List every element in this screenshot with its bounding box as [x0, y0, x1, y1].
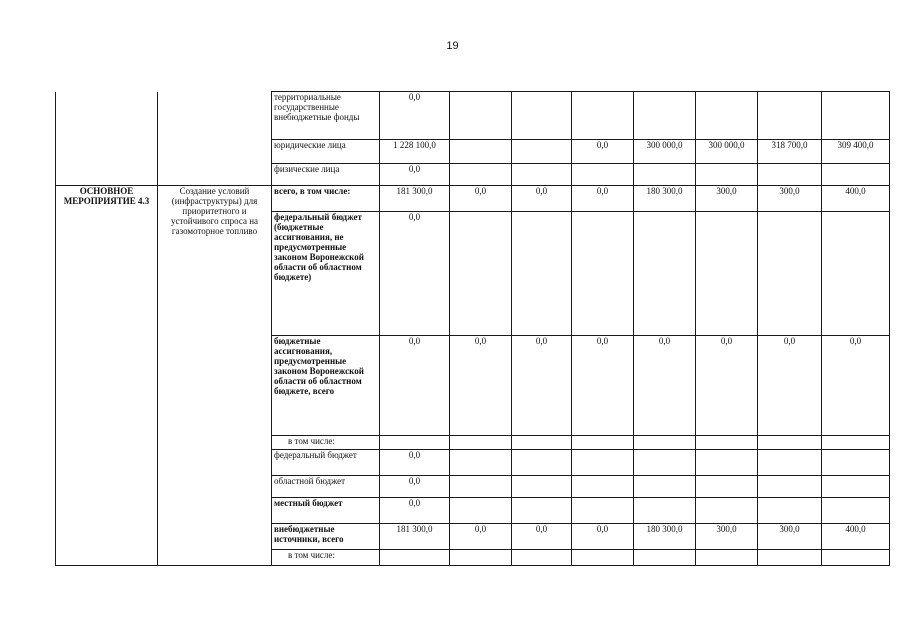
value-cell: [450, 140, 512, 164]
value-cell: 1 228 100,0: [380, 140, 450, 164]
value-cell: [696, 436, 758, 450]
value-cell: [512, 436, 572, 450]
value-cell: 0,0: [512, 186, 572, 212]
value-cell: 0,0: [572, 186, 634, 212]
activity-description: Создание условий (инфраструктуры) для приоритетного и устойчивого спроса на газомоторное топливо: [158, 186, 272, 566]
value-cell: 300,0: [758, 186, 822, 212]
value-cell: [822, 92, 890, 140]
value-cell: [822, 450, 890, 476]
value-cell: 0,0: [634, 336, 696, 436]
value-cell: [450, 450, 512, 476]
value-cell: 309 400,0: [822, 140, 890, 164]
value-cell: [696, 164, 758, 186]
value-cell: [450, 550, 512, 566]
value-cell: 0,0: [512, 524, 572, 550]
value-cell: [572, 436, 634, 450]
value-cell: 400,0: [822, 186, 890, 212]
value-cell: [450, 498, 512, 524]
funding-source: внебюджетные источники, всего: [272, 524, 380, 550]
value-cell: 0,0: [512, 336, 572, 436]
value-cell: 300,0: [758, 524, 822, 550]
value-cell: [758, 476, 822, 498]
activity-title: ОСНОВНОЕ МЕРОПРИЯТИЕ 4.3: [56, 186, 158, 566]
value-cell: [822, 550, 890, 566]
value-cell: [512, 550, 572, 566]
value-cell: [572, 450, 634, 476]
value-cell: 300 000,0: [634, 140, 696, 164]
value-cell: [512, 476, 572, 498]
value-cell: [696, 550, 758, 566]
value-cell: [634, 550, 696, 566]
value-cell: [634, 498, 696, 524]
value-cell: [696, 498, 758, 524]
funding-source: физические лица: [272, 164, 380, 186]
value-cell: 0,0: [380, 92, 450, 140]
value-cell: 0,0: [380, 336, 450, 436]
funding-source: юридические лица: [272, 140, 380, 164]
value-cell: [696, 450, 758, 476]
value-cell: [450, 212, 512, 336]
value-cell: [634, 450, 696, 476]
value-cell: [512, 498, 572, 524]
funding-source: местный бюджет: [272, 498, 380, 524]
value-cell: [696, 212, 758, 336]
value-cell: 0,0: [758, 336, 822, 436]
funding-source: в том числе:: [272, 550, 380, 566]
value-cell: 0,0: [572, 336, 634, 436]
value-cell: 0,0: [380, 164, 450, 186]
empty-activity-cell: [56, 92, 158, 186]
value-cell: [758, 450, 822, 476]
value-cell: 0,0: [822, 336, 890, 436]
table-row: [56, 92, 890, 140]
value-cell: [512, 140, 572, 164]
value-cell: [450, 476, 512, 498]
value-cell: [380, 436, 450, 450]
value-cell: 180 300,0: [634, 186, 696, 212]
value-cell: [758, 212, 822, 336]
funding-table: [55, 91, 890, 566]
value-cell: 0,0: [380, 212, 450, 336]
funding-source: бюджетные ассигнования, предусмотренные законом Воронежской области об областном бюджете, всего: [272, 336, 380, 436]
table-row: [56, 186, 890, 212]
value-cell: [450, 164, 512, 186]
funding-source: территориальные государственные внебюджетные фонды: [272, 92, 380, 140]
value-cell: [758, 164, 822, 186]
value-cell: 181 300,0: [380, 524, 450, 550]
value-cell: 0,0: [450, 186, 512, 212]
value-cell: [512, 92, 572, 140]
value-cell: [450, 436, 512, 450]
value-cell: [758, 550, 822, 566]
value-cell: [822, 498, 890, 524]
value-cell: 300 000,0: [696, 140, 758, 164]
value-cell: 181 300,0: [380, 186, 450, 212]
value-cell: [512, 164, 572, 186]
value-cell: [572, 498, 634, 524]
value-cell: [822, 436, 890, 450]
value-cell: 0,0: [380, 450, 450, 476]
value-cell: 180 300,0: [634, 524, 696, 550]
value-cell: [758, 436, 822, 450]
funding-source: всего, в том числе:: [272, 186, 380, 212]
value-cell: [512, 212, 572, 336]
funding-source: в том числе:: [272, 436, 380, 450]
value-cell: 0,0: [450, 336, 512, 436]
empty-description-cell: [158, 92, 272, 186]
value-cell: [822, 476, 890, 498]
value-cell: [822, 164, 890, 186]
funding-source: областной бюджет: [272, 476, 380, 498]
value-cell: 0,0: [572, 140, 634, 164]
value-cell: 318 700,0: [758, 140, 822, 164]
value-cell: 300,0: [696, 186, 758, 212]
value-cell: [634, 164, 696, 186]
value-cell: [512, 450, 572, 476]
value-cell: 0,0: [380, 476, 450, 498]
value-cell: [634, 476, 696, 498]
value-cell: [696, 476, 758, 498]
page-number: 19: [446, 40, 459, 52]
value-cell: 300,0: [696, 524, 758, 550]
value-cell: [634, 92, 696, 140]
value-cell: [696, 92, 758, 140]
value-cell: 0,0: [380, 498, 450, 524]
funding-source: федеральный бюджет: [272, 450, 380, 476]
value-cell: [758, 498, 822, 524]
value-cell: [572, 550, 634, 566]
value-cell: [634, 436, 696, 450]
value-cell: [634, 212, 696, 336]
value-cell: [572, 164, 634, 186]
value-cell: 0,0: [696, 336, 758, 436]
value-cell: 400,0: [822, 524, 890, 550]
value-cell: [758, 92, 822, 140]
value-cell: [572, 476, 634, 498]
value-cell: 0,0: [450, 524, 512, 550]
value-cell: [822, 212, 890, 336]
value-cell: [572, 212, 634, 336]
value-cell: [572, 92, 634, 140]
value-cell: [450, 92, 512, 140]
value-cell: [380, 550, 450, 566]
funding-source: федеральный бюджет (бюджетные ассигнования, не предусмотренные законом Воронежской области об областном бюджете): [272, 212, 380, 336]
value-cell: 0,0: [572, 524, 634, 550]
